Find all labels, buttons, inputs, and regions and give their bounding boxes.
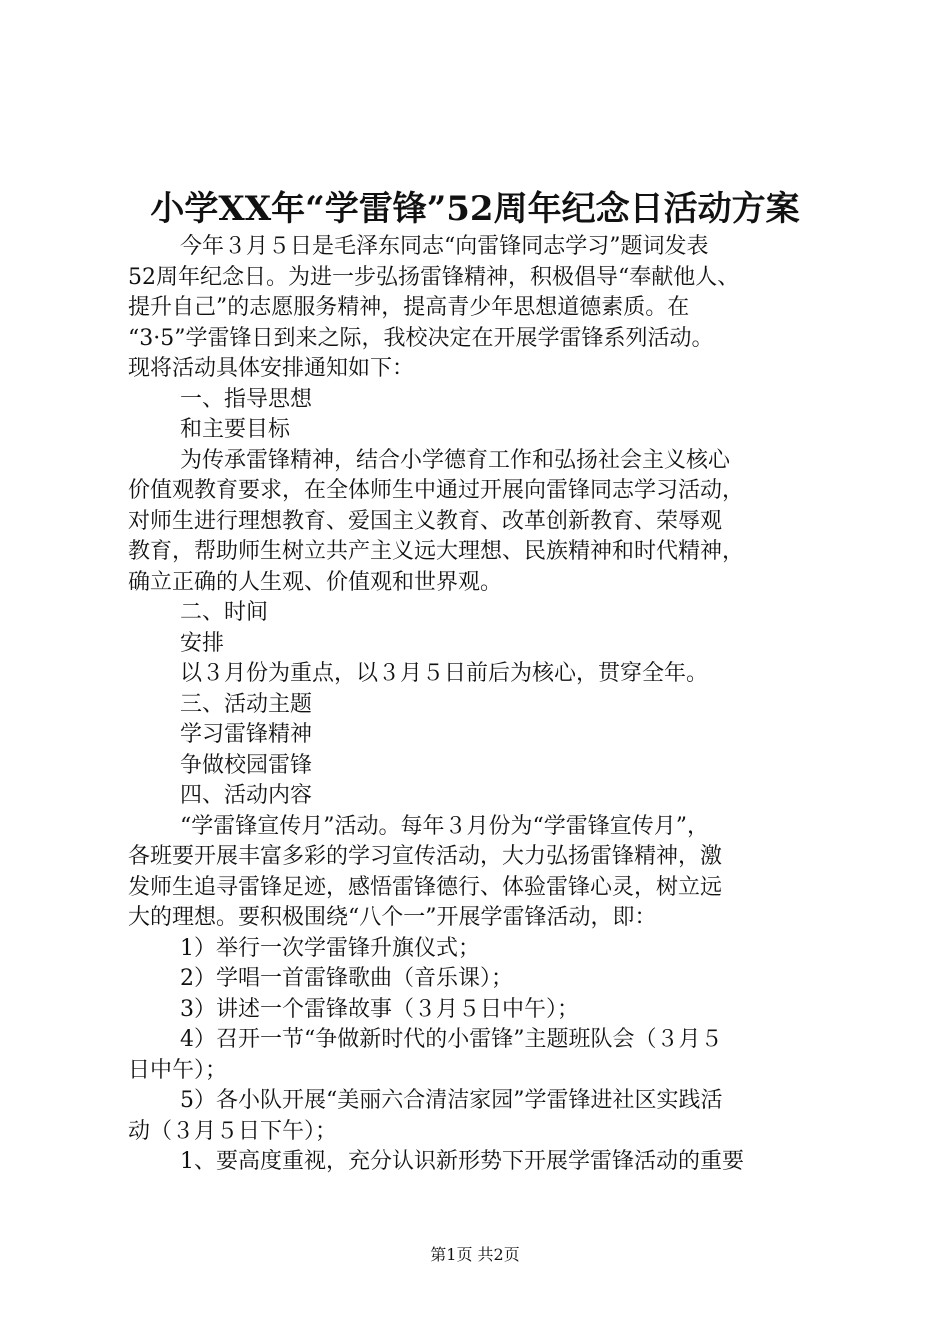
list-item: 5）各小队开展“美丽六合清洁家园”学雷锋进社区实践活 (180, 1088, 723, 1113)
document-title: 小学XX年“学雷锋”52周年纪念日活动方案 (150, 189, 800, 229)
section-heading: 安排 (180, 630, 225, 656)
paragraph-line: 学习雷锋精神 (180, 722, 313, 747)
paragraph-line: 大的理想。要积极围绕“八个一”开展学雷锋活动，即： (128, 905, 657, 930)
list-item: 2）学唱一首雷锋歌曲（音乐课）； (180, 966, 513, 991)
section-heading: 三、活动主题 (180, 691, 313, 717)
list-item: 3）讲述一个雷锋故事（３月５日中午）； (180, 996, 579, 1022)
list-item-continuation: 日中午）； (128, 1057, 228, 1083)
paragraph-line: 52周年纪念日。为进一步弘扬雷锋精神，积极倡导“奉献他人、 (128, 264, 740, 290)
section-heading: 四、活动内容 (180, 783, 313, 808)
paragraph-line: 现将活动具体安排通知如下： (128, 356, 415, 381)
paragraph-line: 价值观教育要求，在全体师生中通过开展向雷锋同志学习活动， (128, 478, 745, 503)
page-footer: 第1页 共2页 (430, 1245, 520, 1264)
paragraph-line: 对师生进行理想教育、爱国主义教育、改革创新教育、荣辱观 (128, 508, 723, 534)
document-body (128, 232, 832, 1178)
paragraph-line: 确立正确的人生观、价值观和世界观。 (128, 569, 503, 595)
paragraph-line: “3·5”学雷锋日到来之际，我校决定在开展学雷锋系列活动。 (128, 325, 714, 351)
paragraph-line: 为传承雷锋精神，结合小学德育工作和弘扬社会主义核心 (180, 447, 731, 473)
paragraph-line: 教育，帮助师生树立共产主义远大理想、民族精神和时代精神， (128, 539, 745, 564)
list-item: 4）召开一节“争做新时代的小雷锋”主题班队会（３月５ (180, 1027, 723, 1052)
list-item: 1）举行一次学雷锋升旗仪式； (180, 935, 480, 961)
section-heading: 和主要目标 (180, 417, 291, 442)
paragraph-line: 各班要开展丰富多彩的学习宣传活动，大力弘扬雷锋精神，激 (128, 844, 723, 869)
paragraph-line: 发师生追寻雷锋足迹，感悟雷锋德行、体验雷锋心灵，树立远 (128, 874, 723, 900)
paragraph-line: “学雷锋宣传月”活动。每年３月份为“学雷锋宣传月”， (180, 813, 709, 839)
paragraph-line: 以３月份为重点，以３月５日前后为核心，贯穿全年。 (180, 661, 709, 686)
list-item-continuation: 动（３月５日下午）； (128, 1118, 338, 1144)
section-heading: 一、指导思想 (180, 386, 313, 412)
section-heading: 二、时间 (180, 600, 269, 625)
paragraph-line: 争做校园雷锋 (180, 752, 313, 778)
paragraph-line: 提升自己”的志愿服务精神，提高青少年思想道德素质。在 (128, 295, 690, 320)
paragraph-line: 1、要高度重视，充分认识新形势下开展学雷锋活动的重要 (180, 1149, 744, 1174)
paragraph-line: 今年３月５日是毛泽东同志“向雷锋同志学习”题词发表 (180, 234, 709, 259)
